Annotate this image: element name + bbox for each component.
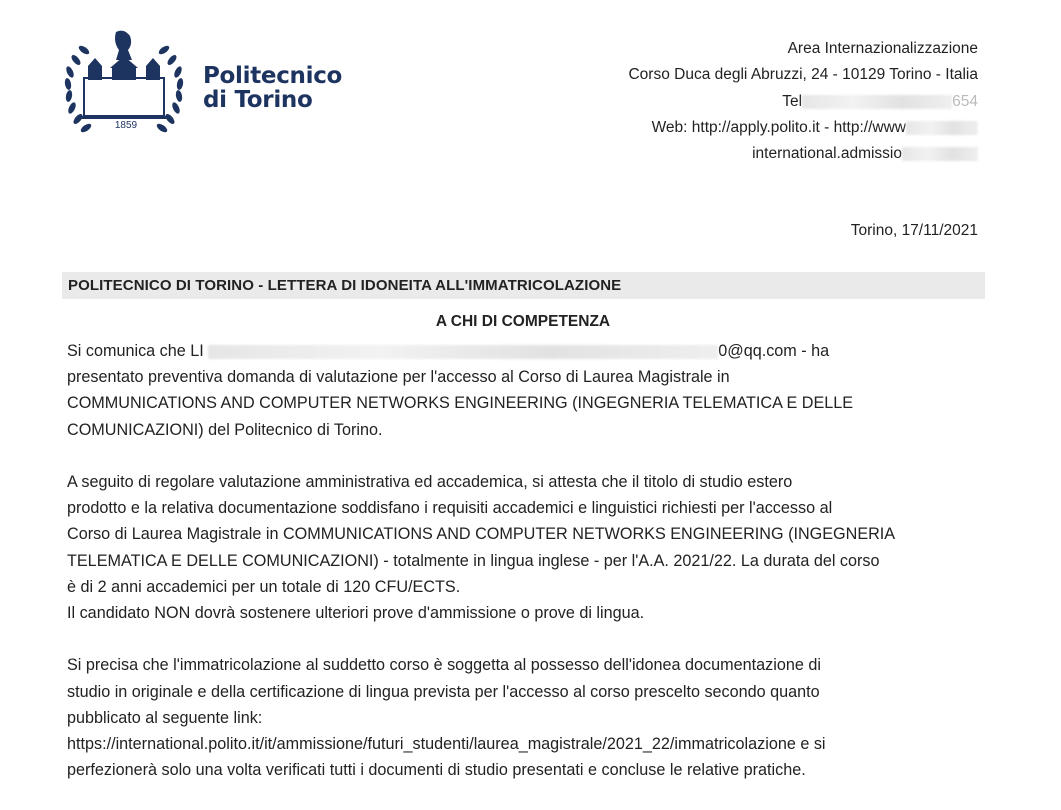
p1-start: Si comunica che LI bbox=[67, 342, 209, 360]
paragraph-1-line-2: presentato preventiva domanda di valutazione per l'accesso al Corso di Laurea Magistrale in bbox=[67, 368, 730, 387]
paragraph-3-line-5: perfezionerà solo una volta verificati tutti i documenti di studio presentati e concluse le relative pratiche. bbox=[67, 761, 806, 780]
letter-title: POLITECNICO DI TORINO - LETTERA DI IDONEITA ALL'IMMATRICOLAZIONE bbox=[68, 277, 622, 294]
letter-body bbox=[67, 338, 987, 810]
paragraph-3-line-2: studio in originale e della certificazione di lingua prevista per l'accesso al corso prescelto secondo quanto bbox=[67, 682, 820, 701]
paragraph-1-line-3: COMMUNICATIONS AND COMPUTER NETWORKS ENGINEERING (INGEGNERIA TELEMATICA E DELLE bbox=[67, 394, 854, 413]
paragraph-2 bbox=[67, 469, 987, 626]
redacted-email bbox=[902, 147, 978, 161]
sender-address bbox=[628, 36, 978, 167]
email-prefix: international.admissio bbox=[752, 145, 902, 163]
letter-title-bar bbox=[62, 272, 985, 299]
paragraph-2-line-6: Il candidato NON dovrà sostenere ulteriori prove d'ammissione o prove di lingua. bbox=[67, 604, 645, 623]
tel-suffix: 654 bbox=[952, 92, 978, 110]
address-email bbox=[628, 141, 978, 167]
recipient-heading: A CHI DI COMPETENZA bbox=[435, 313, 611, 330]
seal-year: 1859 bbox=[114, 120, 138, 131]
paragraph-3-line-1: Si precisa che l'immatricolazione al suddetto corso è soggetta al possesso dell'idonea documentazione di bbox=[67, 656, 821, 675]
paragraph-1-line-1 bbox=[67, 342, 829, 360]
logo-wordmark bbox=[203, 64, 342, 112]
letter-date: Torino, 17/11/2021 bbox=[850, 222, 978, 239]
paragraph-2-line-2: prodotto e la relativa documentazione soddisfano i requisiti accademici e linguistici richiesti per l'accesso al bbox=[67, 499, 833, 518]
tel-prefix: Tel bbox=[782, 92, 803, 110]
logo-line2: di Torino bbox=[203, 87, 313, 113]
paragraph-1-line-4: COMUNICAZIONI) del Politecnico di Torino. bbox=[67, 420, 383, 439]
paragraph-2-line-4: TELEMATICA E DELLE COMUNICAZIONI) - totalmente in lingua inglese - per l'A.A. 2021/22. La durata del corso bbox=[67, 551, 880, 570]
paragraph-2-line-1: A seguito di regolare valutazione amministrativa ed accademica, si attesta che il titolo di studio estero bbox=[67, 473, 793, 491]
redacted-web bbox=[906, 121, 978, 135]
logo-line1: Politecnico bbox=[203, 63, 343, 89]
paragraph-2-line-5: è di 2 anni accademici per un totale di 120 CFU/ECTS. bbox=[67, 577, 461, 596]
address-web bbox=[628, 115, 978, 141]
redacted-phone bbox=[802, 95, 952, 109]
p1-email-end: 0@qq.com - ha bbox=[718, 342, 830, 360]
redacted-personal-data bbox=[208, 345, 718, 359]
paragraph-1 bbox=[67, 338, 987, 443]
paragraph-3 bbox=[67, 652, 987, 783]
address-street: Corso Duca degli Abruzzi, 24 - 10129 Torino - Italia bbox=[628, 66, 978, 84]
address-area: Area Internazionalizzazione bbox=[787, 40, 978, 57]
address-tel bbox=[628, 89, 978, 115]
paragraph-3-line-4-link[interactable]: https://international.polito.it/it/ammissione/futuri_studenti/laurea_magistrale/2021_22/immatricolazione e si bbox=[67, 735, 826, 754]
paragraph-3-line-3: pubblicato al seguente link: bbox=[67, 708, 263, 727]
paragraph-2-line-3: Corso di Laurea Magistrale in COMMUNICATIONS AND COMPUTER NETWORKS ENGINEERING (INGEGNERIA bbox=[67, 525, 896, 544]
polito-seal-icon bbox=[60, 26, 200, 150]
web-prefix: Web: http://apply.polito.it - http://www bbox=[651, 118, 906, 136]
